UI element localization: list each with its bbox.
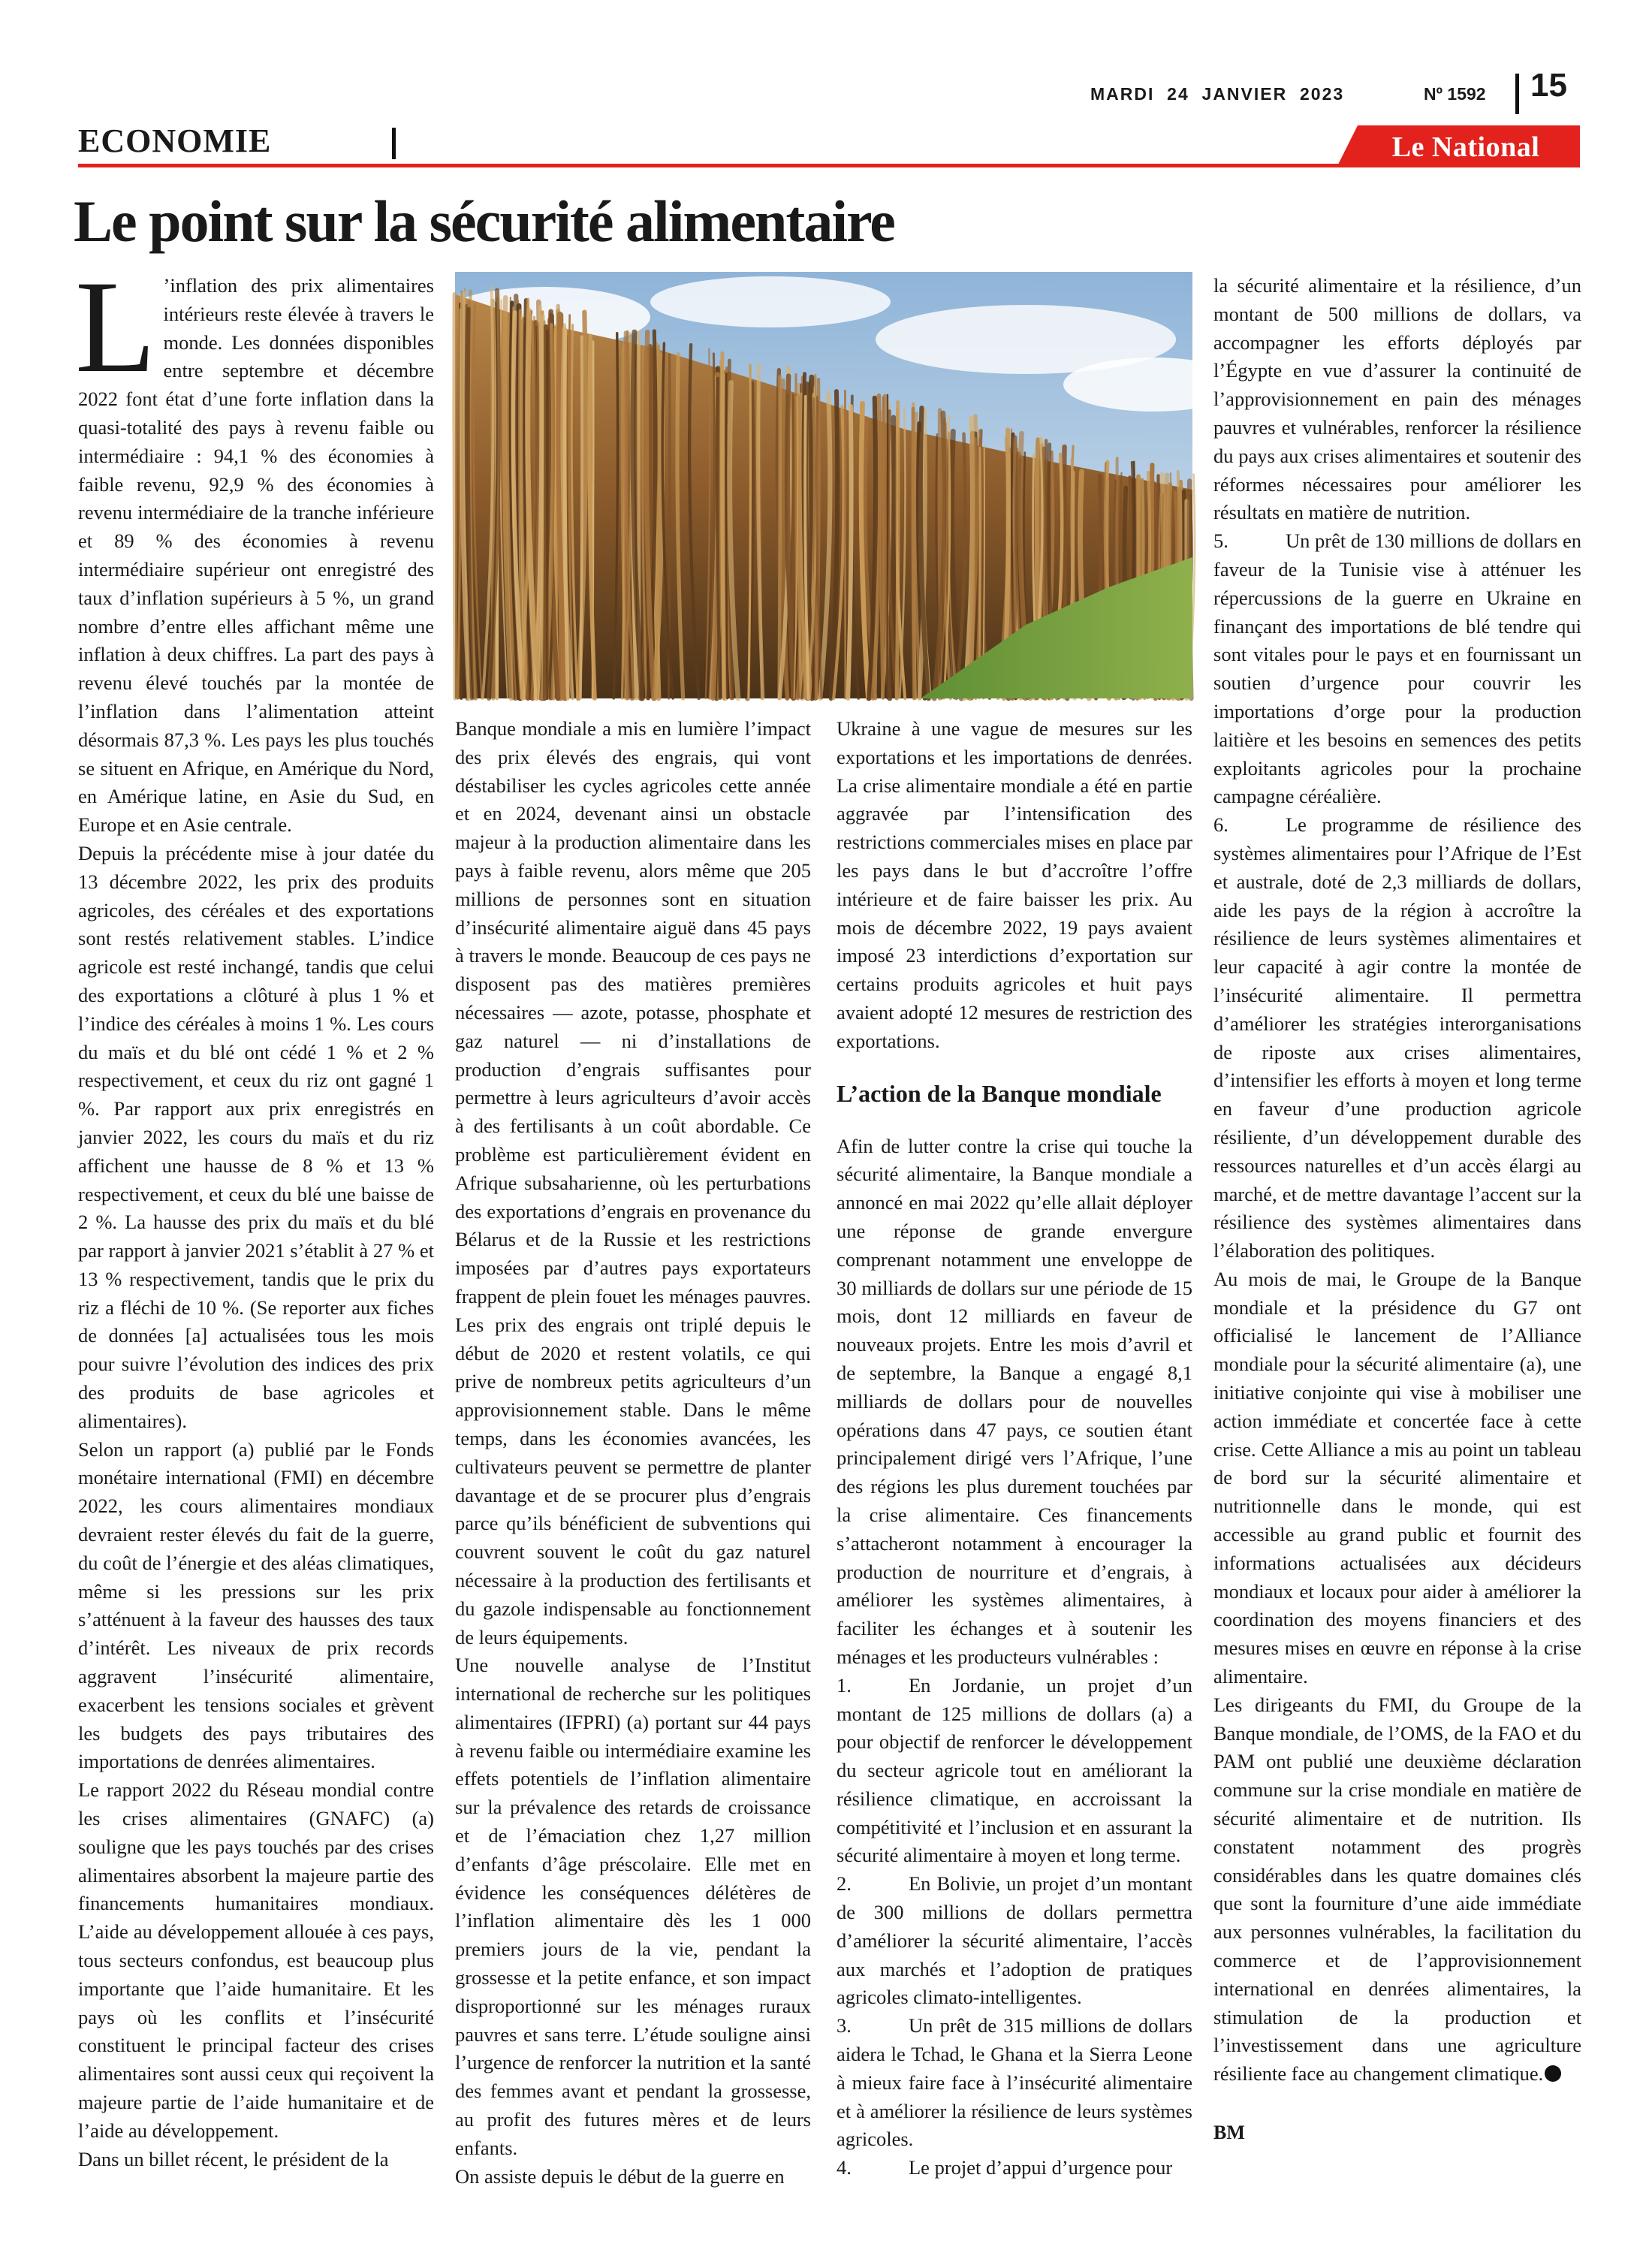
list-text: Le projet d’appui d’urgence pour: [909, 2156, 1173, 2179]
paragraph: Le rapport 2022 du Réseau mondial contre les crises alimentaires (GNAFC) (a) souligne que les pays touchés par des crises alimentaires absorbent la majeure partie des financements humanitaires mondiaux. L’aide au développement allouée à ces pays, tous secteurs confondus, est beaucoup plus importante que l’aide humanitaire. Et les pays où les conflits et l’insécurité constituent le principal facteur des crises alimentaires sont aussi ceux qui reçoivent la majeure partie de l’aide humanitaire et de l’aide au développement.: [78, 1778, 434, 2142]
subheading: L’action de la Banque mondiale: [837, 1079, 1162, 1107]
list-item: [1213, 527, 1581, 811]
article-column-1: [75, 254, 434, 2170]
list-text: Un prêt de 130 millions de dollars en faveur de la Tunisie vise à atténuer les répercussions de la guerre en Ukraine en finançant des importations de blé tendre qui sont vitales pour le pays et en fournissant un soutien d’urgence pour couvrir les importations d’orge pour la production laitière et les besoins en semences des petits exploitants agricoles pour la prochaine campagne céréalière.: [1213, 529, 1581, 808]
list-item: [837, 2154, 1192, 2182]
paragraph: Au mois de mai, le Groupe de la Banque mondiale et la présidence du G7 ont officialisé le lancement de l’Alliance mondiale pour la sécurité alimentaire (a), une initiative conjointe qui vise à mobiliser une action immédiate et concertée face à cette crise. Cette Alliance a mis au point un tableau de bord sur la sécurité alimentaire et nutritionnelle dans le monde, qui est accessible au grand public et fournit des informations actualisées aux décideurs mondiaux et locaux pour aider à améliorer la coordination des moyens financiers et des mesures mises en œuvre en réponse à la crise alimentaire.: [1213, 1267, 1581, 1688]
list-number: 2.: [837, 1872, 852, 1896]
list-item: [837, 1672, 1192, 1871]
drop-cap: L: [75, 254, 156, 400]
list-item: [837, 1870, 1192, 2012]
header-divider: [1515, 74, 1519, 114]
list-number: 5.: [1213, 529, 1228, 553]
paragraph: ’inflation des prix alimentaires intérieurs reste élevée à travers le monde. Les données disponibles entre septembre et décembre 2022 font état d’une forte inflation dans la quasi-totalité des pays à revenu faible ou intermédiaire : 94,1 % des économies à faible revenu, 92,9 % des économies à revenu intermédiaire de la tranche inférieure et 89 % des économies à revenu intermédiaire supérieur ont enregistré des taux d’inflation supérieurs à 5 %, un grand nombre d’entre elles affichant même une inflation à deux chiffres. La part des pays à revenu élevé touchés par la montée de l’inflation dans l’alimentation atteint désormais 87,3 %. Les pays les plus touchés se situent en Afrique, en Amérique du Nord, en Amérique latine, en Asie du Sud, en Europe et en Asie centrale.: [78, 274, 434, 837]
section-divider: [392, 128, 396, 159]
paragraph: Selon un rapport (a) publié par le Fonds monétaire international (FMI) en décembre 2022, les cours alimentaires mondiaux devraient rester élevés du fait de la guerre, du coût de l’énergie et des aléas climatiques, même si les pressions sur les prix s’atténuent à la faveur des hausses des taux d’intérêt. Les niveaux de prix records aggravent l’insécurité alimentaire, exacerbent les tensions sociales et grèvent les budgets des pays tributaires des importations de denrées alimentaires.: [78, 1437, 434, 1773]
list-number: 1.: [837, 1673, 852, 1697]
paragraph: Depuis la précédente mise à jour datée du 13 décembre 2022, les prix des produits agricoles, des céréales et des exportations sont restés relativement stables. L’indice agricole est resté inchangé, tandis que celui des exportations a clôturé à plus 1 % et l’indice des céréales à moins 1 %. Les cours du maïs et du blé ont cédé 1 % et 2 % respectivement, et ceux du riz ont gagné 1 %. Par rapport aux prix enregistrés en janvier 2022, les cours du maïs et du riz affichent une hausse de 8 % et 13 % respectivement, et ceux du blé une baisse de 2 %. La hausse des prix du maïs et du blé par rapport à janvier 2021 s’établit à 27 % et 13 % respectivement, tandis que le prix du riz a fléchi de 10 %. (Se reporter aux fiches de données [a] actualisées tous les mois pour suivre l’évolution des indices des prix des produits de base agricoles et alimentaires).: [78, 841, 434, 1432]
section-title: ECONOMIE: [78, 122, 272, 159]
issue-number: Nº 1592: [1424, 84, 1486, 104]
list-number: 6.: [1213, 813, 1228, 837]
paragraph: On assiste depuis le début de la guerre en: [455, 2164, 785, 2188]
paragraph: Dans un billet récent, le président de la: [78, 2147, 389, 2170]
cornfield-photo: [455, 272, 1192, 698]
list-text: En Jordanie, un projet d’un montant de 125 millions de dollars (a) a pour objectif de renforcer le développement du secteur agricole tout en améliorant la résilience climatique, en accroissant la compétitivité et l’inclusion et en assurant la sécurité alimentaire à moyen et long terme.: [837, 1673, 1192, 1867]
issue-date: MARDI 24 JANVIER 2023: [1090, 84, 1345, 104]
paragraph: [1213, 1691, 1581, 2089]
list-number: 4.: [837, 2156, 852, 2179]
paragraph: la sécurité alimentaire et la résilience, d’un montant de 500 millions de dollars, va accompagner les efforts déployés par l’Égypte en vue d’assurer la continuité de l’approvisionnement en pain des ménages pauvres et vulnérables, renforcer la résilience du pays aux crises alimentaires et soutenir des réformes nécessaires pour améliorer les résultats en matière de nutrition.: [1213, 274, 1581, 524]
list-item: [837, 2012, 1192, 2154]
page-number: 15: [1530, 67, 1567, 104]
paragraph: Afin de lutter contre la crise qui touche la sécurité alimentaire, la Banque mondiale a annoncé en mai 2022 qu’elle allait déployer une réponse de grande envergure comprenant notamment une enveloppe de 30 milliards de dollars sur une période de 15 mois, dont 12 milliards en faveur de nouveaux projets. Entre les mois d’avril et de septembre, la Banque a engagé 8,1 milliards de dollars pour de nouvelles opérations dans 47 pays, ce soutien étant principalement dirigé vers l’Afrique, l’une des régions les plus durement touchées par la crise alimentaire. Ces financements s’attacheront notamment à encourager la production de nourriture et d’engrais, à améliorer les systèmes alimentaires, à faciliter les échanges et à soutenir les ménages et les producteurs vulnérables :: [837, 1134, 1192, 1668]
brand-name: Le National: [1391, 131, 1540, 163]
paragraph-text: Les dirigeants du FMI, du Groupe de la Banque mondiale, de l’OMS, de la FAO et du PAM ont publié une deuxième déclaration commune sur la crise mondiale en matière de sécurité alimentaire et de nutrition. Ils constatent notamment des progrès considérables dans les quatre domaines clés que sont la fourniture d’une aide immédiate aux personnes vulnérables, la facilitation du commerce et de l’approvisionnement international en denrées alimentaires, la stimulation de la production et l’investissement dans une agriculture résiliente face au changement climatique.: [1213, 1693, 1581, 2086]
paragraph: Banque mondiale a mis en lumière l’impact des prix élevés des engrais, qui vont déstabiliser les cycles agricoles cette année et en 2024, devenant ainsi un obstacle majeur à la production alimentaire dans les pays à faible revenu, alors même que 205 millions de personnes sont en situation d’insécurité alimentaire aiguë dans 45 pays à travers le monde. Beaucoup de ces pays ne disposent pas des matières premières nécessaires — azote, potasse, phosphate et gaz naturel — ni d’installations de production d’engrais suffisantes pour permettre à leurs agriculteurs d’avoir accès à des fertilisants à un coût abordable. Ce problème est particulièrement évident en Afrique subsaharienne, où les perturbations des exportations d’engrais en provenance du Bélarus et de la Russie et les restrictions imposées par d’autres pays exportateurs frappent de plein fouet les ménages pauvres. Les prix des engrais ont triplé depuis le début de 2020 et restent volatils, ce qui prive de nombreux petits agriculteurs d’un approvisionnement stable. Dans le même temps, dans les économies avancées, les cultivateurs peuvent se permettre de planter davantage et de se procurer plus d’engrais parce qu’ils bénéficient de subventions qui couvrent souvent le coût du gaz naturel nécessaire à la production des fertilisants et du gazole indispensable au fonctionnement de leurs équipements.: [455, 717, 811, 1648]
list-text: Le programme de résilience des systèmes alimentaires pour l’Afrique de l’Est et australe, doté de 2,3 milliards de dollars, aide les pays de la région à accroître la résilience de leurs systèmes alimentaires et leur capacité à agir contre la montée de l’insécurité alimentaire. Il permettra d’améliorer les stratégies interorganisations de riposte aux crises alimentaires, d’intensifier les efforts à moyen et long terme en faveur d’une production agricole résiliente, d’un développement durable des ressources naturelles et d’un accès élargi au marché, et de mettre davantage l’accent sur la résilience des systèmes alimentaires dans l’élaboration des politiques.: [1213, 813, 1581, 1262]
list-item: [1213, 811, 1581, 1265]
end-mark-icon: [1545, 2065, 1561, 2082]
list-number: 3.: [837, 2014, 852, 2037]
article-column-3: [837, 715, 1192, 2179]
article-column-2: [455, 715, 811, 2188]
paragraph: Une nouvelle analyse de l’Institut international de recherche sur les politiques alimentaires (IFPRI) (a) portant sur 44 pays à revenu faible ou intermédiaire examine les effets potentiels de l’inflation alimentaire sur la prévalence des retards de croissance et de l’émaciation chez 1,27 million d’enfants d’âge préscolaire. Elle met en évidence les conséquences délétères de l’inflation alimentaire dès les 1 000 premiers jours de la vie, pendant la grossesse et la petite enfance, et son impact disproportionné sur les ménages ruraux pauvres et sans terre. L’étude souligne ainsi l’urgence de renforcer la nutrition et la santé des femmes avant et pendant la grossesse, au profit des futures mères et de leurs enfants.: [455, 1654, 811, 2159]
article-headline: Le point sur la sécurité alimentaire: [74, 189, 894, 254]
article-column-4: [1213, 272, 1581, 2164]
author-signature: BM: [1213, 2122, 1245, 2143]
list-text: En Bolivie, un projet d’un montant de 300 millions de dollars permettra d’améliorer la sécurité alimentaire, l’accès aux marchés et l’adoption de pratiques agricoles climato-intelligentes.: [837, 1872, 1192, 2009]
list-text: Un prêt de 315 millions de dollars aidera le Tchad, le Ghana et la Sierra Leone à mieux faire face à l’insécurité alimentaire et à améliorer la résilience de leurs systèmes agricoles.: [837, 2014, 1192, 2151]
paragraph: Ukraine à une vague de mesures sur les exportations et les importations de denrées. La crise alimentaire mondiale a été en partie aggravée par l’intensification des restrictions commerciales mises en place par les pays dans le but d’accroître l’offre intérieure et de faire baisser les prix. Au mois de décembre 2022, 19 pays avaient imposé 23 interdictions d’exportation sur certains produits agricoles et huit pays avaient adopté 12 mesures de restriction des exportations.: [837, 717, 1192, 1052]
